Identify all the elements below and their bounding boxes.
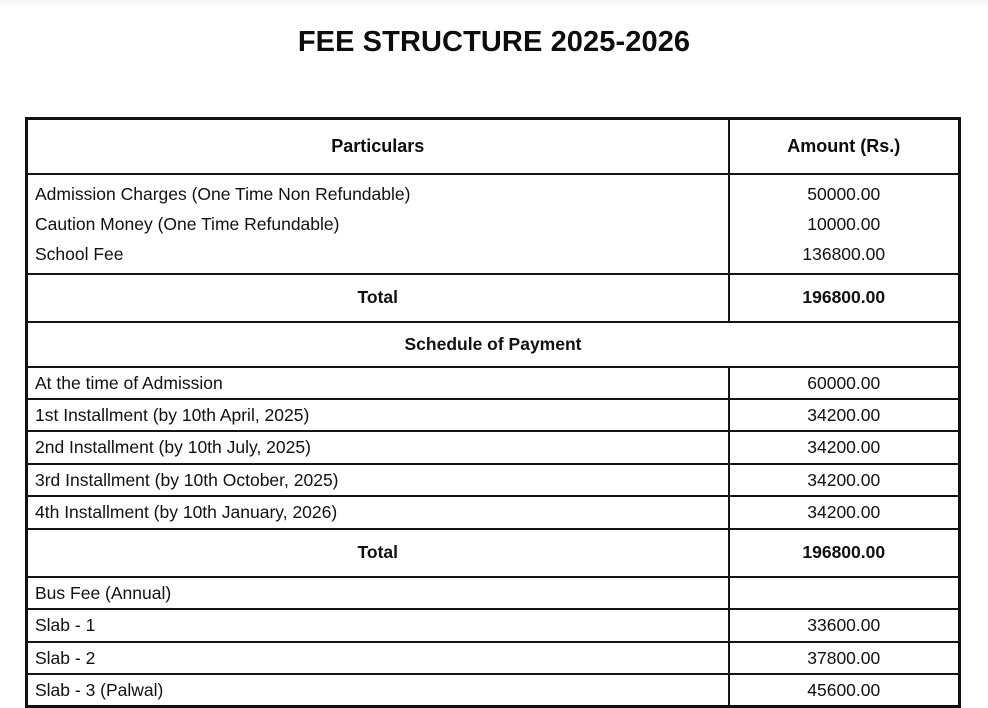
table-row bbox=[27, 367, 960, 399]
table-row bbox=[27, 464, 960, 496]
schedule-row-amount: 34200.00 bbox=[729, 431, 960, 463]
schedule-total-row bbox=[27, 529, 960, 577]
schedule-section-title: Schedule of Payment bbox=[27, 322, 960, 367]
fee-component-amount: 10000.00 bbox=[807, 213, 881, 234]
fee-components-amounts bbox=[729, 174, 960, 274]
table-row bbox=[27, 674, 960, 707]
schedule-row-label: 3rd Installment (by 10th October, 2025) bbox=[27, 464, 729, 496]
fee-component-label: Admission Charges (One Time Non Refundable) bbox=[35, 183, 411, 204]
bus-fee-row-label: Bus Fee (Annual) bbox=[27, 577, 729, 609]
schedule-row-amount: 60000.00 bbox=[729, 367, 960, 399]
fee-total-row bbox=[27, 274, 960, 322]
fee-component-label: School Fee bbox=[35, 243, 124, 264]
column-header-particulars bbox=[27, 119, 729, 174]
column-header-particulars-label: Particulars bbox=[331, 135, 425, 156]
schedule-row-label: 1st Installment (by 10th April, 2025) bbox=[27, 399, 729, 431]
schedule-row-label: At the time of Admission bbox=[27, 367, 729, 399]
page-top-band bbox=[0, 0, 988, 7]
fee-components-block bbox=[27, 174, 960, 274]
table-row bbox=[27, 577, 960, 609]
bus-fee-row-amount bbox=[729, 577, 960, 609]
bus-fee-row-label: Slab - 2 bbox=[27, 642, 729, 674]
bus-fee-row-label: Slab - 3 (Palwal) bbox=[35, 680, 164, 700]
table-header-row bbox=[27, 119, 960, 174]
table-row bbox=[27, 496, 960, 528]
schedule-row-label: 2nd Installment (by 10th July, 2025) bbox=[27, 431, 729, 463]
schedule-total-label: Total bbox=[27, 529, 729, 577]
table-row bbox=[27, 609, 960, 641]
bus-fee-row-amount: 45600.00 bbox=[729, 674, 960, 707]
bus-fee-row-amount: 33600.00 bbox=[729, 609, 960, 641]
table-row bbox=[27, 399, 960, 431]
schedule-row-amount: 34200.00 bbox=[729, 399, 960, 431]
page-title: FEE STRUCTURE 2025-2026 bbox=[297, 26, 691, 58]
fee-component-amount: 136800.00 bbox=[802, 243, 886, 264]
fee-total-amount: 196800.00 bbox=[729, 274, 960, 322]
column-header-amount bbox=[729, 119, 960, 174]
table-row bbox=[27, 431, 960, 463]
fee-components-labels bbox=[27, 174, 729, 274]
bus-fee-row-label: Slab - 1 bbox=[27, 609, 729, 641]
column-header-amount-label: Amount (Rs.) bbox=[787, 135, 901, 156]
fee-structure-table bbox=[25, 117, 961, 708]
schedule-row-amount: 34200.00 bbox=[729, 496, 960, 528]
table-row bbox=[27, 642, 960, 674]
bus-fee-row-amount: 37800.00 bbox=[729, 642, 960, 674]
schedule-total-amount: 196800.00 bbox=[729, 529, 960, 577]
schedule-row-amount: 34200.00 bbox=[729, 464, 960, 496]
schedule-section-row bbox=[27, 322, 960, 367]
fee-total-label: Total bbox=[27, 274, 729, 322]
schedule-row-label: 4th Installment (by 10th January, 2026) bbox=[27, 496, 729, 528]
fee-component-amount: 50000.00 bbox=[807, 183, 881, 204]
fee-component-label: Caution Money (One Time Refundable) bbox=[35, 213, 340, 234]
